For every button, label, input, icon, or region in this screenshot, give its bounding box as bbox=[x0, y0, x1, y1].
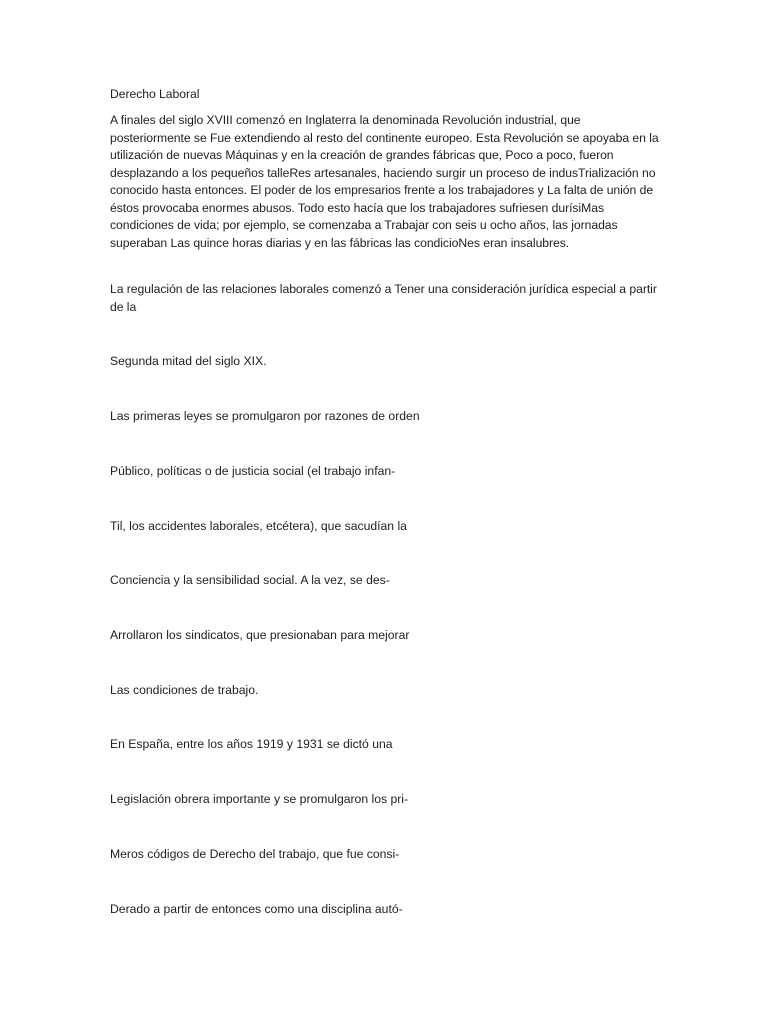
text-line: Arrollaron los sindicatos, que presionaban para mejorar bbox=[110, 628, 410, 642]
text-line: Público, políticas o de justicia social (el trabajo infan- bbox=[110, 464, 396, 478]
text-line: Legislación obrera importante y se promulgaron los pri- bbox=[110, 792, 409, 806]
text-line: En España, entre los años 1919 y 1931 se dictó una bbox=[110, 737, 393, 751]
paragraph-2: La regulación de las relaciones laborales comenzó a Tener una consideración jurídica especial a partir de la bbox=[110, 282, 657, 314]
text-line: Segunda mitad del siglo XIX. bbox=[110, 354, 267, 368]
document-title: Derecho Laboral bbox=[110, 87, 200, 101]
paragraph-1: A finales del siglo XVIII comenzó en Inglaterra la denominada Revolución industrial, que posteriormente se Fue extendiendo al resto del continente europeo. Esta Revolución se apoyaba en la utilización de nuevas Máquinas y en la creación de grandes fábricas que, Poco a poco, fueron desplazando a los pequeños talleRes artesanales, haciendo surgir un proceso de indusTrialización no conocido hasta entonces. El poder de los empresarios frente a los trabajadores y La falta de unión de éstos provocaba enormes abusos. Todo esto hacía que los trabajadores sufriesen durísiMas condiciones de vida; por ejemplo, se comenzaba a Trabajar con seis u ocho años, las jornadas superaban Las quince horas diarias y en las fábricas las condicioNes eran insalubres. bbox=[110, 113, 659, 250]
text-line: Meros códigos de Derecho del trabajo, que fue consi- bbox=[110, 847, 400, 861]
text-line: Til, los accidentes laborales, etcétera), que sacudían la bbox=[110, 519, 407, 533]
text-line: Las primeras leyes se promulgaron por razones de orden bbox=[110, 409, 420, 423]
text-line: Derado a partir de entonces como una disciplina autó- bbox=[110, 902, 403, 916]
text-line: Conciencia y la sensibilidad social. A la vez, se des- bbox=[110, 573, 390, 587]
text-line: Las condiciones de trabajo. bbox=[110, 683, 259, 697]
